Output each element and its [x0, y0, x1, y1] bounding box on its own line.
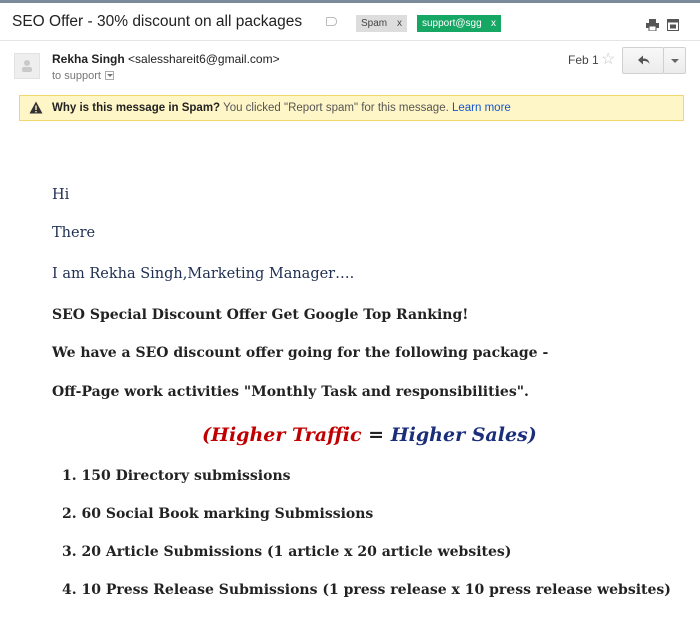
person-icon: [15, 54, 39, 78]
greeting: Hi: [52, 187, 70, 203]
sender-name: Rekha Singh: [52, 52, 125, 66]
headline-equals: =: [361, 424, 391, 446]
headline-sales: Higher Sales): [390, 424, 537, 446]
offpage-line: Off-Page work activities "Monthly Task and responsibilities".: [52, 384, 529, 400]
remove-label-support-button[interactable]: x: [491, 18, 496, 29]
message-date: Feb 1: [568, 53, 599, 67]
label-spam-text: Spam: [361, 18, 388, 29]
label-spam[interactable]: [356, 15, 407, 32]
star-icon[interactable]: ☆: [601, 51, 616, 68]
reply-button[interactable]: [622, 47, 664, 74]
important-marker-icon[interactable]: [326, 17, 337, 26]
print-icon[interactable]: [646, 18, 659, 36]
spam-notice: [19, 95, 684, 121]
label-support[interactable]: [417, 15, 501, 32]
show-details-dropdown-icon[interactable]: [105, 71, 114, 80]
spam-question: Why is this message in Spam?: [52, 102, 221, 114]
package-intro-line: We have a SEO discount offer going for the following package -: [52, 345, 549, 361]
avatar: [14, 53, 40, 79]
new-window-icon[interactable]: [667, 18, 679, 36]
warning-icon: [29, 101, 43, 117]
list-item: 4. 10 Press Release Submissions (1 press release x 10 press release websites): [62, 582, 671, 598]
special-offer-line: SEO Special Discount Offer Get Google Top Ranking!: [52, 307, 469, 323]
list-item: 2. 60 Social Book marking Submissions: [62, 506, 374, 522]
headline: [202, 424, 537, 446]
recipients-text: to support: [52, 70, 101, 82]
spam-reason: You clicked "Report spam" for this message.: [223, 102, 449, 114]
sender-email: <salesshareit6@gmail.com>: [128, 52, 280, 66]
spam-notice-text: [52, 102, 511, 114]
sender[interactable]: [52, 52, 280, 66]
remove-label-spam-button[interactable]: x: [397, 18, 402, 29]
email-subject: SEO Offer - 30% discount on all packages: [12, 13, 303, 30]
reply-icon: [623, 48, 663, 73]
greeting-line-2: There: [52, 225, 96, 241]
list-item: 3. 20 Article Submissions (1 article x 20 article websites): [62, 544, 512, 560]
more-actions-button[interactable]: [663, 47, 686, 74]
message-header: [0, 40, 700, 91]
headline-traffic: (Higher Traffic: [202, 424, 362, 446]
label-support-text: support@sgg: [422, 18, 482, 29]
list-item: 1. 150 Directory submissions: [62, 468, 291, 484]
subject-bar: [0, 0, 700, 40]
recipients-line: [52, 70, 114, 82]
learn-more-link[interactable]: Learn more: [452, 102, 511, 114]
intro-line: I am Rekha Singh,Marketing Manager….: [52, 266, 355, 282]
